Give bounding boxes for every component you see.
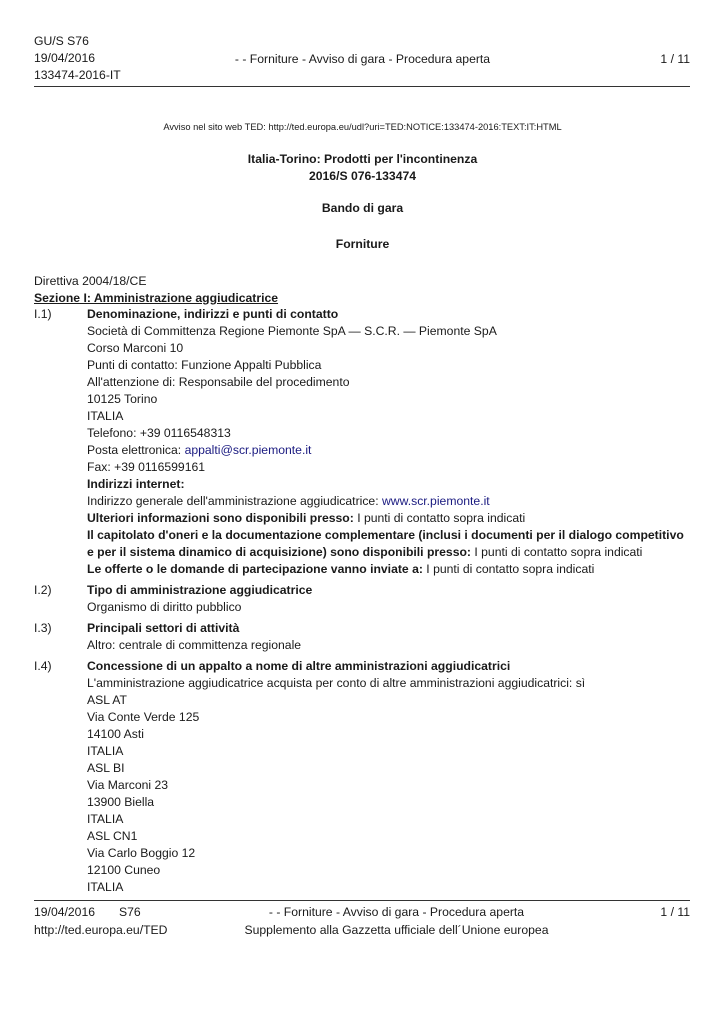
- notice-url[interactable]: Avviso nel sito web TED: http://ted.europa.eu/udl?uri=TED:NOTICE:133474-2016:TEXT:IT:HTML: [163, 122, 562, 132]
- footer-supplement: Supplemento alla Gazzetta ufficiale dell´Unione europea: [244, 923, 549, 937]
- list-item: ASL CN1: [87, 829, 138, 843]
- section-value-i3: Altro: centrale di committenza regionale: [87, 638, 302, 652]
- specs-label-2: e per il sistema dinamico di acquisizione) sono disponibili presso:: [87, 545, 475, 559]
- header-date: 19/04/2016: [34, 51, 95, 65]
- general-address-row: [87, 493, 490, 510]
- email-row: [87, 442, 311, 459]
- offers-row: [87, 561, 594, 578]
- directive: Direttiva 2004/18/CE: [34, 274, 147, 288]
- notice-category: Forniture: [335, 237, 390, 251]
- further-info-label: Ulteriori informazioni sono disponibili presso:: [87, 511, 358, 525]
- contact-point: Punti di contatto: Funzione Appalti Pubblica: [87, 358, 322, 372]
- fax: Fax: +39 0116599161: [87, 460, 206, 474]
- list-item: Via Conte Verde 125: [87, 710, 200, 724]
- org-country: ITALIA: [87, 409, 124, 423]
- phone: Telefono: +39 0116548313: [87, 426, 231, 440]
- attention: All'attenzione di: Responsabile del procedimento: [87, 375, 350, 389]
- section-title-i2: Tipo di amministrazione aggiudicatrice: [87, 583, 313, 597]
- internet-label: Indirizzi internet:: [87, 477, 185, 491]
- section-title-i4: Concessione di un appalto a nome di altre amministrazioni aggiudicatrici: [87, 659, 511, 673]
- specs-label-1: Il capitolato d'oneri e la documentazione complementare (inclusi i documenti per il dialogo competitivo: [87, 528, 684, 542]
- section-num-i4: I.4): [34, 659, 52, 673]
- email-link[interactable]: appalti@scr.piemonte.it: [184, 443, 312, 457]
- header-title: - - Forniture - Avviso di gara - Procedura aperta: [234, 52, 491, 66]
- section-num-i1: I.1): [34, 307, 52, 321]
- section-title-i1: Denominazione, indirizzi e punti di contatto: [87, 307, 339, 321]
- title-line-1: Italia-Torino: Prodotti per l'incontinenza: [247, 152, 478, 166]
- header-series: GU/S S76: [34, 34, 89, 48]
- notice-type: Bando di gara: [321, 201, 404, 215]
- general-address-link[interactable]: www.scr.piemonte.it: [381, 494, 490, 508]
- section-statement-i4: L'amministrazione aggiudicatrice acquista per conto di altre amministrazioni aggiudicatrici: sì: [87, 676, 586, 690]
- org-name: Società di Committenza Regione Piemonte SpA — S.C.R. — Piemonte SpA: [87, 324, 497, 338]
- list-item: ITALIA: [87, 744, 124, 758]
- further-info-value: I punti di contatto sopra indicati: [357, 511, 526, 525]
- header-page: 1 / 11: [660, 52, 690, 66]
- section-value-i2: Organismo di diritto pubblico: [87, 600, 242, 614]
- specs-row: [87, 544, 642, 561]
- list-item: ASL AT: [87, 693, 127, 707]
- specs-value: I punti di contatto sopra indicati: [474, 545, 643, 559]
- section-title-i3: Principali settori di attività: [87, 621, 240, 635]
- footer-date: 19/04/2016: [34, 905, 95, 919]
- list-item: Via Marconi 23: [87, 778, 169, 792]
- list-item: 13900 Biella: [87, 795, 155, 809]
- title-line-2: 2016/S 076-133474: [308, 169, 417, 183]
- footer-title: - - Forniture - Avviso di gara - Procedura aperta: [268, 905, 525, 919]
- list-item: 12100 Cuneo: [87, 863, 161, 877]
- org-city: 10125 Torino: [87, 392, 158, 406]
- footer-page: 1 / 11: [660, 905, 690, 919]
- list-item: ITALIA: [87, 812, 124, 826]
- footer-url[interactable]: http://ted.europa.eu/TED: [34, 923, 168, 937]
- email-label: Posta elettronica:: [87, 443, 185, 457]
- header-id: 133474-2016-IT: [34, 68, 121, 82]
- footer-series: S76: [119, 905, 141, 919]
- org-street: Corso Marconi 10: [87, 341, 184, 355]
- general-address-label: Indirizzo generale dell'amministrazione aggiudicatrice:: [87, 494, 382, 508]
- header-divider: [34, 86, 690, 87]
- list-item: ITALIA: [87, 880, 124, 894]
- section-num-i2: I.2): [34, 583, 52, 597]
- section-title: Sezione I: Amministrazione aggiudicatrice: [34, 291, 279, 305]
- offers-value: I punti di contatto sopra indicati: [426, 562, 595, 576]
- footer-divider: [34, 900, 690, 901]
- section-num-i3: I.3): [34, 621, 52, 635]
- list-item: ASL BI: [87, 761, 125, 775]
- list-item: Via Carlo Boggio 12: [87, 846, 196, 860]
- offers-label: Le offerte o le domande di partecipazione vanno inviate a:: [87, 562, 427, 576]
- list-item: 14100 Asti: [87, 727, 144, 741]
- further-info-row: [87, 510, 525, 527]
